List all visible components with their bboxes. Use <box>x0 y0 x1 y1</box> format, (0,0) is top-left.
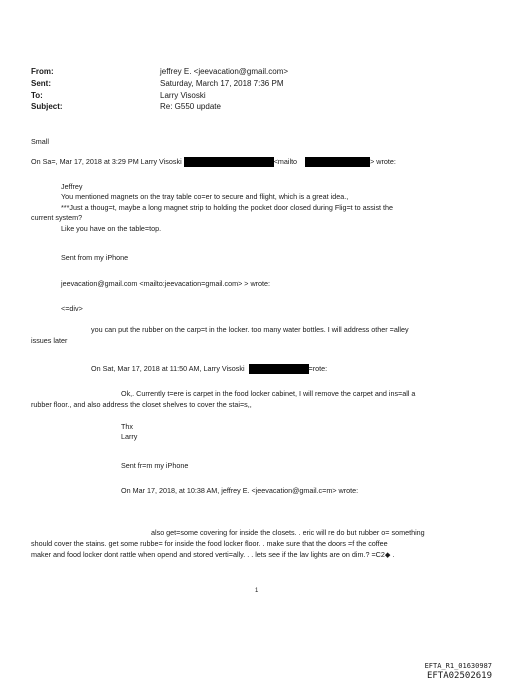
body-line: You mentioned magnets on the tray table co=er to secure and flight, which is a great idea., <box>61 192 349 201</box>
body-line: Small <box>31 137 49 146</box>
to-value: Larry Visoski <box>160 91 206 100</box>
sent-value: Saturday, March 17, 2018 7:36 PM <box>160 79 284 88</box>
quote-header-text: On Sat, Mar 17, 2018 at 11:50 AM, Larry Visoski <box>91 364 245 373</box>
body-line: On Mar 17, 2018, at 10:38 AM, jeffrey E. <jeevacation@gmail.c=m> wrote: <box>121 486 359 495</box>
body-line: Sent from my iPhone <box>61 253 129 262</box>
wrote-text: =rote: <box>308 364 328 373</box>
redaction-box <box>305 157 370 167</box>
body-line: Larry <box>121 432 138 441</box>
to-label: To: <box>31 91 43 100</box>
body-line: you can put the rubber on the carp=t in the locker. too many water bottles. I will address other =alley <box>91 325 409 334</box>
subject-label: Subject: <box>31 102 63 111</box>
body-line: Sent fr=m my iPhone <box>121 461 189 470</box>
body-line: ***Just a thoug=t, maybe a long magnet strip to holding the pocket door closed during Flig=t to assist the <box>61 203 394 212</box>
subject-value: Re: G550 update <box>160 102 221 111</box>
body-line: Like you have on the table=top. <box>61 224 162 233</box>
footer-id-primary: EFTA_R1_01630987 <box>424 662 492 670</box>
body-line: current system? <box>31 213 83 222</box>
quote-header-line <box>31 157 396 167</box>
redaction-box <box>249 364 309 374</box>
wrote-text: > wrote: <box>370 157 396 166</box>
mailto-text: <mailto <box>273 157 298 166</box>
body-line: Thx <box>121 422 133 431</box>
body-line: Jeffrey <box>61 182 83 191</box>
page-number: 1 <box>255 588 259 594</box>
body-line: maker and food locker dont rattle when opend and stored verti=ally. . . lets see if the lav lights are on dim.? =C2◆ . <box>31 550 395 559</box>
sent-label: Sent: <box>31 79 51 88</box>
body-line: rubber floor., and also address the closet shelves to cover the stai=s,, <box>31 400 252 409</box>
quote-header-line <box>91 364 327 374</box>
body-line: also get=some covering for inside the closets. . eric will re do but rubber o= something <box>151 528 425 537</box>
from-value: jeffrey E. <jeevacation@gmail.com> <box>160 67 289 76</box>
footer-id-secondary: EFTA02502619 <box>426 671 492 681</box>
from-label: From: <box>31 67 54 76</box>
body-line: Ok,. Currently t=ere is carpet in the food locker cabinet, I will remove the carpet and ins=all a <box>121 389 416 398</box>
body-line: issues later <box>31 336 68 345</box>
body-line: should cover the stains. get some rubbe= for inside the food locker floor. . make sure that the doors =f the coffee <box>31 539 388 548</box>
body-line: <=div> <box>61 304 83 313</box>
body-line: jeevacation@gmail.com <mailto:jeevacation=gmail.com> > wrote: <box>61 279 271 288</box>
quote-header-text: On Sa=, Mar 17, 2018 at 3:29 PM Larry Visoski <box>31 157 182 166</box>
redaction-box <box>184 157 274 167</box>
